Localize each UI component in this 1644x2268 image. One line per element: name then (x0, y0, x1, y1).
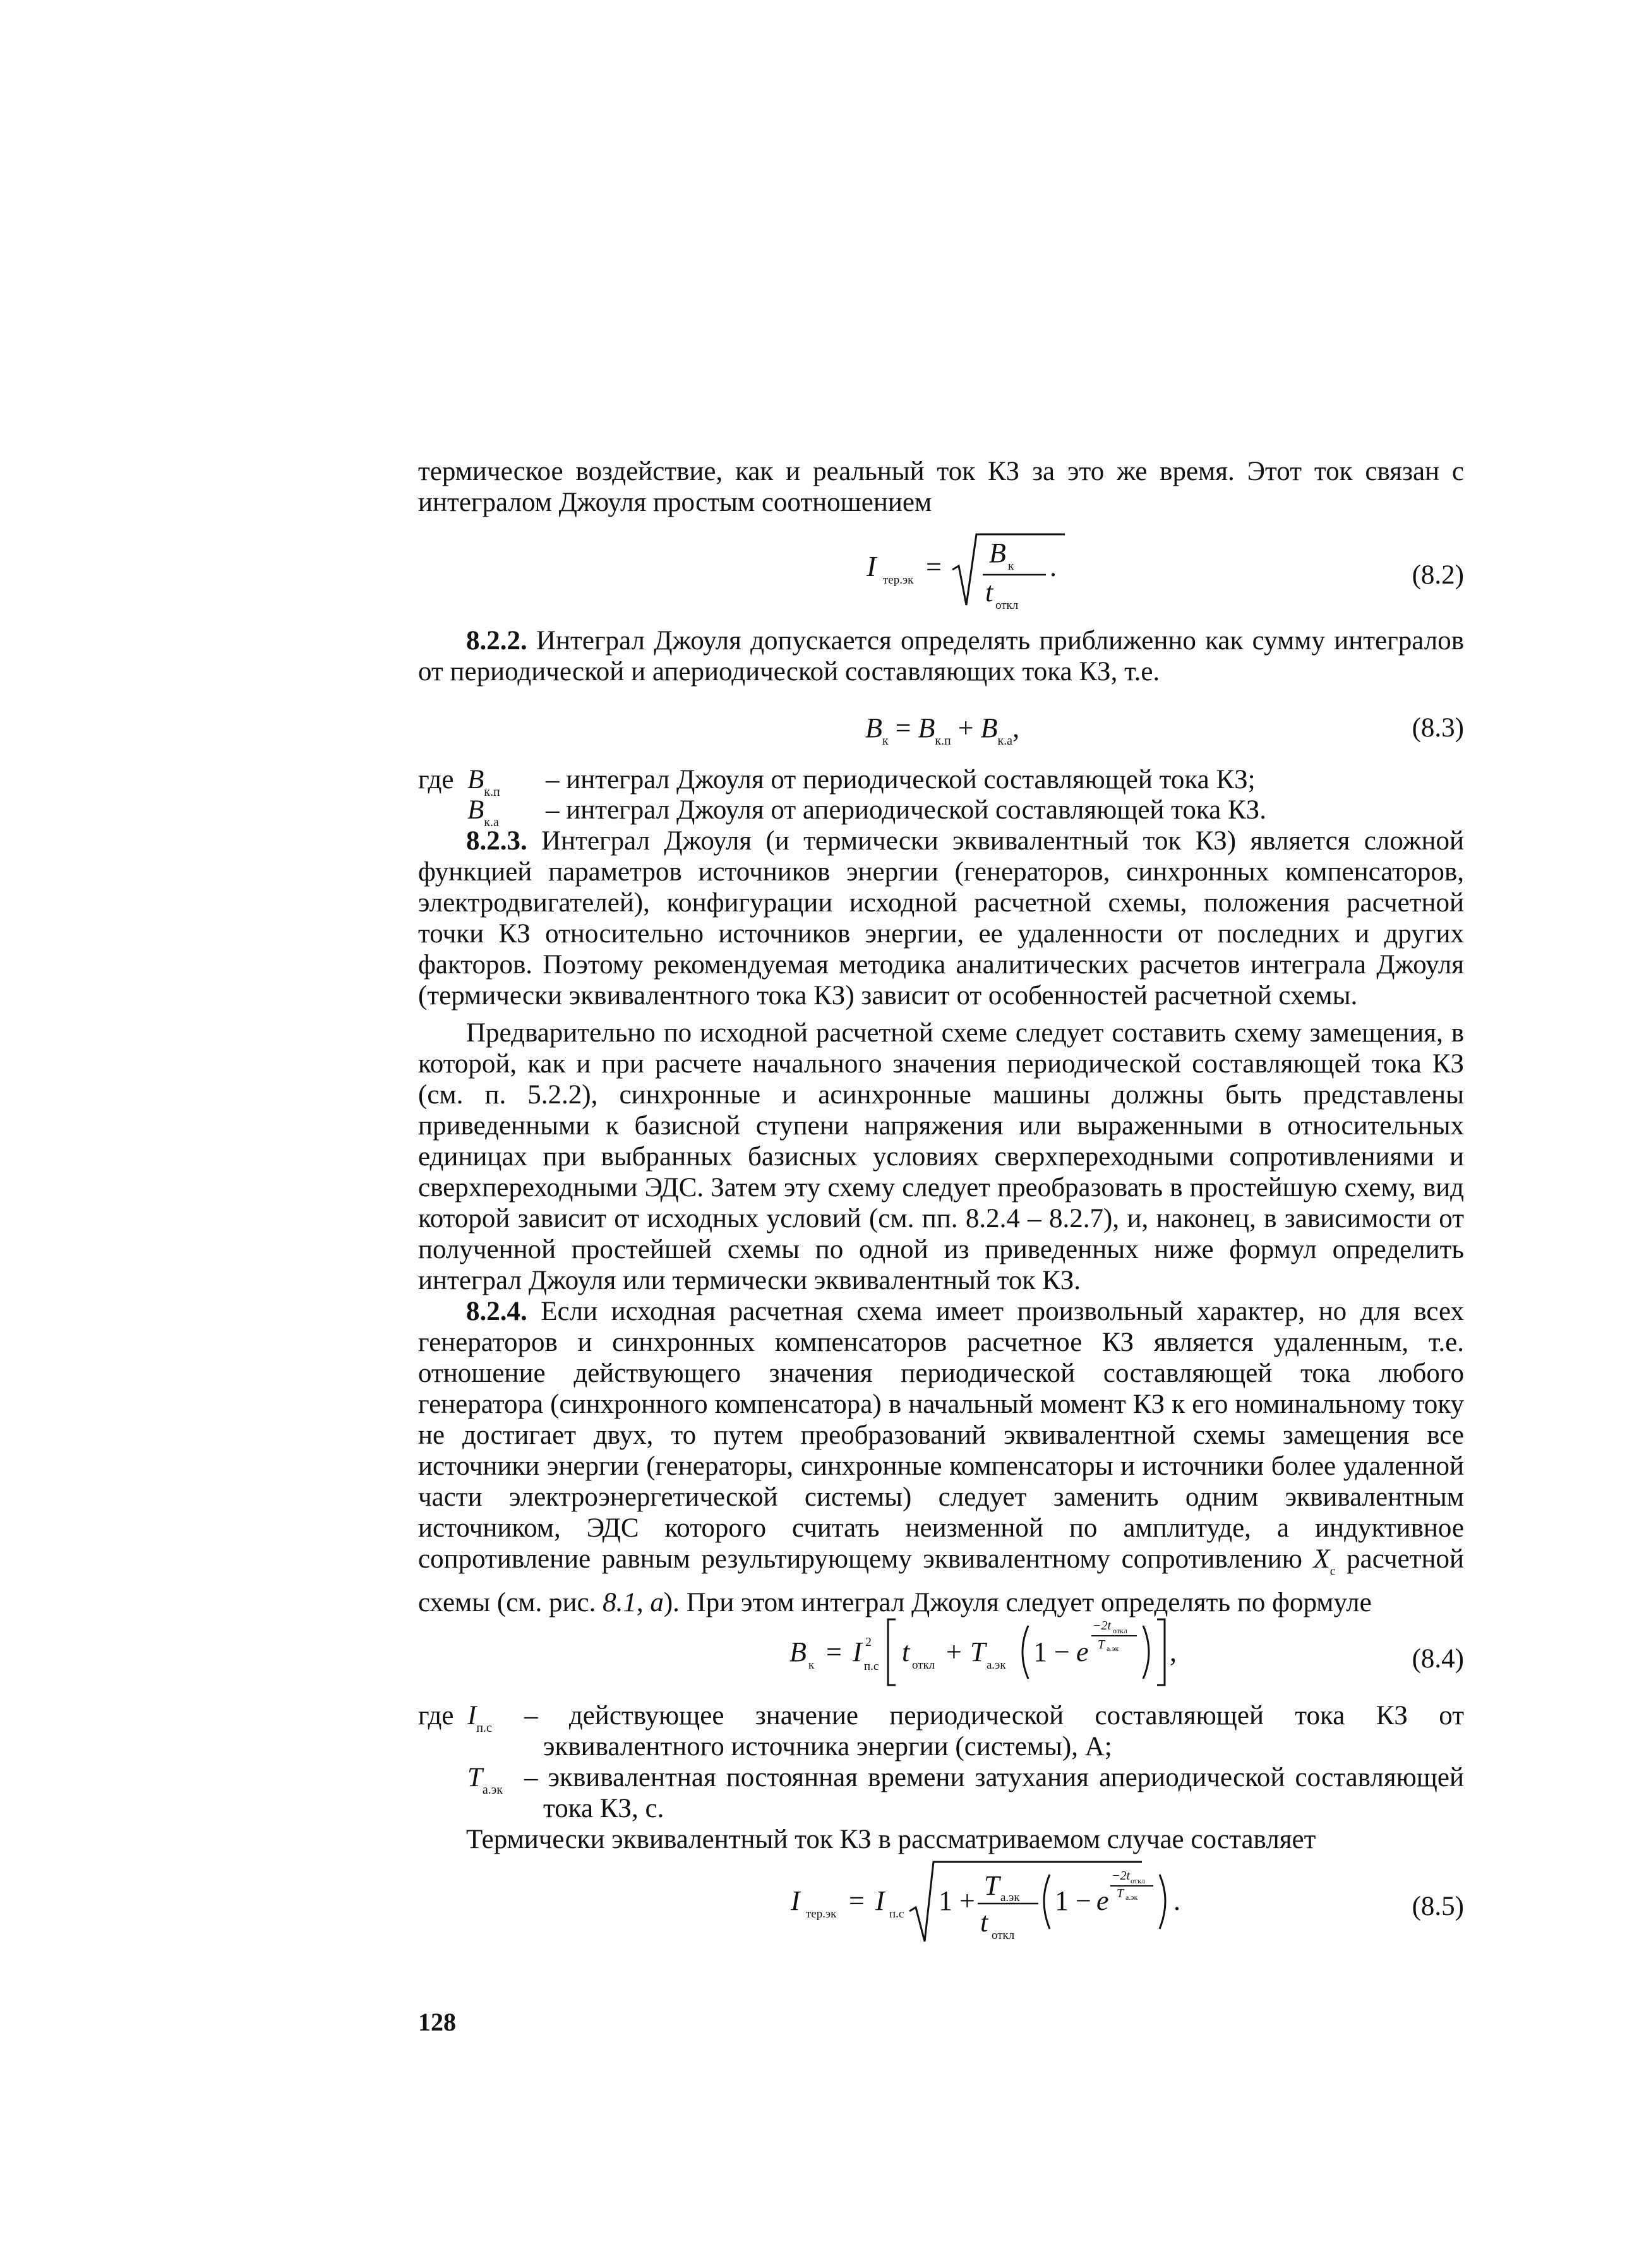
svg-text:t: t (985, 577, 993, 608)
equation-8-2 (865, 529, 1067, 624)
svg-text:откл: откл (912, 1659, 935, 1672)
definition-symbol: $I_{п.с}$ (467, 1701, 492, 1735)
section-number: 8.2.4. (466, 1297, 527, 1326)
equation-number-8-4: (8.4) (1412, 1644, 1464, 1674)
svg-text:I: I (853, 1636, 862, 1667)
svg-text:I: I (867, 550, 877, 582)
definition-text: – эквивалентная постоянная времени затухания апериодической составляющей тока КЗ, с. (524, 1763, 1464, 1823)
svg-text:а.эк: а.эк (1000, 1891, 1020, 1904)
where-word: где (418, 765, 454, 795)
svg-text:t: t (902, 1636, 910, 1667)
svg-text:.: . (1173, 1885, 1180, 1916)
svg-text:I: I (875, 1885, 885, 1916)
definition-symbol: $B_{к.п}$ (467, 765, 500, 799)
svg-text:t: t (980, 1907, 988, 1938)
svg-text:а.эк: а.эк (1125, 1893, 1138, 1902)
svg-text:п.c: п.c (864, 1660, 879, 1673)
svg-text:а.эк: а.эк (1107, 1644, 1119, 1653)
svg-text:к: к (808, 1659, 815, 1672)
equation-8-5 (791, 1857, 1233, 1945)
svg-text:,: , (1170, 1636, 1177, 1667)
svg-text:T: T (1098, 1638, 1105, 1652)
svg-text:−2t: −2t (1093, 1619, 1112, 1633)
definition-symbol: $T_{а.эк}$ (467, 1763, 503, 1797)
section-8-2-3 (418, 825, 1464, 1011)
equation-8-4 (789, 1611, 1232, 1693)
svg-text:откл: откл (995, 599, 1019, 612)
equation-number-8-5: (8.5) (1412, 1892, 1464, 1921)
section-number: 8.2.3. (466, 826, 527, 856)
svg-text:1 −: 1 − (1055, 1885, 1091, 1916)
section-text: Интеграл Джоуля допускается определять приближенно как сумму интегралов от периодической и апериодической составляющих тока КЗ, т.е. (418, 626, 1464, 687)
svg-text:откл: откл (992, 1929, 1015, 1942)
svg-text:тер.эк: тер.эк (806, 1907, 837, 1921)
svg-text:T: T (984, 1870, 1000, 1901)
svg-text:+: + (946, 1636, 962, 1667)
svg-text:B: B (989, 537, 1006, 568)
svg-text:=: = (826, 1636, 842, 1667)
definition-text: – интеграл Джоуля от апериодической составляющей тока КЗ. (546, 795, 1266, 825)
svg-text:e: e (1076, 1636, 1089, 1667)
section-8-2-4: 8.2.4. Если исходная расчетная схема имеет произвольный характер, но для всех генераторов и синхронных компенсаторов расчетное КЗ является удаленным, т.е. отношение действующего значения периодической составляющей тока любого генератора (синхронного компенсатора) в начальный момент КЗ к его номинальному току не достигает двух, то путем преобразований эквивалентной схемы замещения все источники энергии (генераторы, синхронные компенсаторы и источники более удаленной части электроэнергетической системы) следует заменить одним эквивалентным источником, ЭДС которого считать неизменной по амплитуде, а индуктивное сопротивление равным результирующему эквивалентному сопротивлению $X_c$ расчетной схемы (см. рис. 8.1, а). При этом интеграл Джоуля следует определять по формуле (418, 1297, 1464, 1617)
equation-number-8-2: (8.2) (1412, 560, 1464, 590)
svg-text:e: e (1096, 1885, 1109, 1916)
equation-number-8-3: (8.3) (1412, 713, 1464, 743)
intro-paragraph: термическое воздействие, как и реальный ток КЗ за это же время. Этот ток связан с интегралом Джоуля простым соотношением (418, 457, 1464, 517)
section-text: Интеграл Джоуля (и термически эквивалентный ток КЗ) является сложной функцией параметров источников энергии (генераторов, синхронных компенсаторов, электродвигателей), конфигурации исходной расчетной схемы, положения расчетной точки КЗ относительно источников энергии, ее удаленности от последних и других факторов. Поэтому рекомендуемая методика аналитических расчетов интеграла Джоуля (термически эквивалентного тока КЗ) зависит от особенностей расчетной схемы. (418, 826, 1464, 1011)
svg-text:T: T (1117, 1887, 1124, 1900)
definition-text: – действующее значение периодической составляющей тока КЗ от эквивалентного источника энергии (системы), А; (524, 1701, 1464, 1761)
preliminary-paragraph: Предварительно по исходной расчетной схеме следует составить схему замещения, в которой, как и при расчете начального значения периодической составляющей тока КЗ (см. п. 5.2.2), синхронные и асинхронные машины должны быть представлены приведенными к базисной ступени напряжения или выраженными в относительных единицах при выбранных базисных условиях сверхпереходными сопротивлениями и сверхпереходными ЭДС. Затем эту схему следует преобразовать в простейшую схему, вид которой зависит от исходных условий (см. пп. 8.2.4 – 8.2.7), и, наконец, в зависимости от полученной простейшей схемы по одной из приведенных ниже формул определить интеграл Джоуля или термически эквивалентный ток КЗ. (418, 1018, 1464, 1295)
svg-text:2: 2 (865, 1635, 872, 1649)
svg-text:B: B (789, 1636, 807, 1667)
svg-text:тер.эк: тер.эк (883, 573, 914, 587)
svg-text:а.эк: а.эк (987, 1659, 1006, 1672)
definition-symbol: $B_{к.а}$ (467, 795, 499, 829)
svg-text:=: = (926, 551, 942, 582)
where-word: где (418, 1701, 454, 1731)
svg-text:.: . (1050, 551, 1057, 582)
section-number: 8.2.2. (466, 626, 527, 656)
svg-text:п.c: п.c (889, 1907, 904, 1921)
svg-text:откл: откл (1113, 1626, 1127, 1635)
page-number: 128 (418, 2008, 456, 2036)
svg-text:1 +: 1 + (939, 1885, 975, 1916)
svg-text:=: = (849, 1885, 865, 1916)
equation-8-3: $B_к = B_{к.п} + B_{к.а}$, (865, 712, 1020, 748)
svg-text:−2t: −2t (1112, 1869, 1131, 1883)
definition-text: – интеграл Джоуля от периодической составляющей тока КЗ; (546, 765, 1256, 795)
section-8-2-2 (418, 625, 1464, 687)
section-text: Если исходная расчетная схема имеет произвольный характер, но для всех генераторов и синхронных компенсаторов расчетное КЗ является удаленным, т.е. отношение действующего значения периодической составляющей тока любого генератора (синхронного компенсатора) в начальный момент КЗ к его номинальному току не достигает двух, то путем преобразований эквивалентной схемы замещения все источники энергии (генераторы, синхронные компенсаторы и источники более удаленной части электроэнергетической системы) следует заменить одним эквивалентным источником, ЭДС которого считать неизменной по амплитуде, а индуктивное сопротивление равным результирующему эквивалентному сопротивлению (418, 1297, 1464, 1574)
svg-text:T: T (970, 1636, 986, 1667)
svg-text:1 −: 1 − (1033, 1636, 1070, 1667)
svg-text:откл: откл (1131, 1876, 1145, 1885)
svg-text:к: к (1008, 560, 1014, 573)
svg-text:I: I (791, 1885, 800, 1916)
thermal-current-paragraph: Термически эквивалентный ток КЗ в рассматриваемом случае составляет (466, 1825, 1316, 1854)
